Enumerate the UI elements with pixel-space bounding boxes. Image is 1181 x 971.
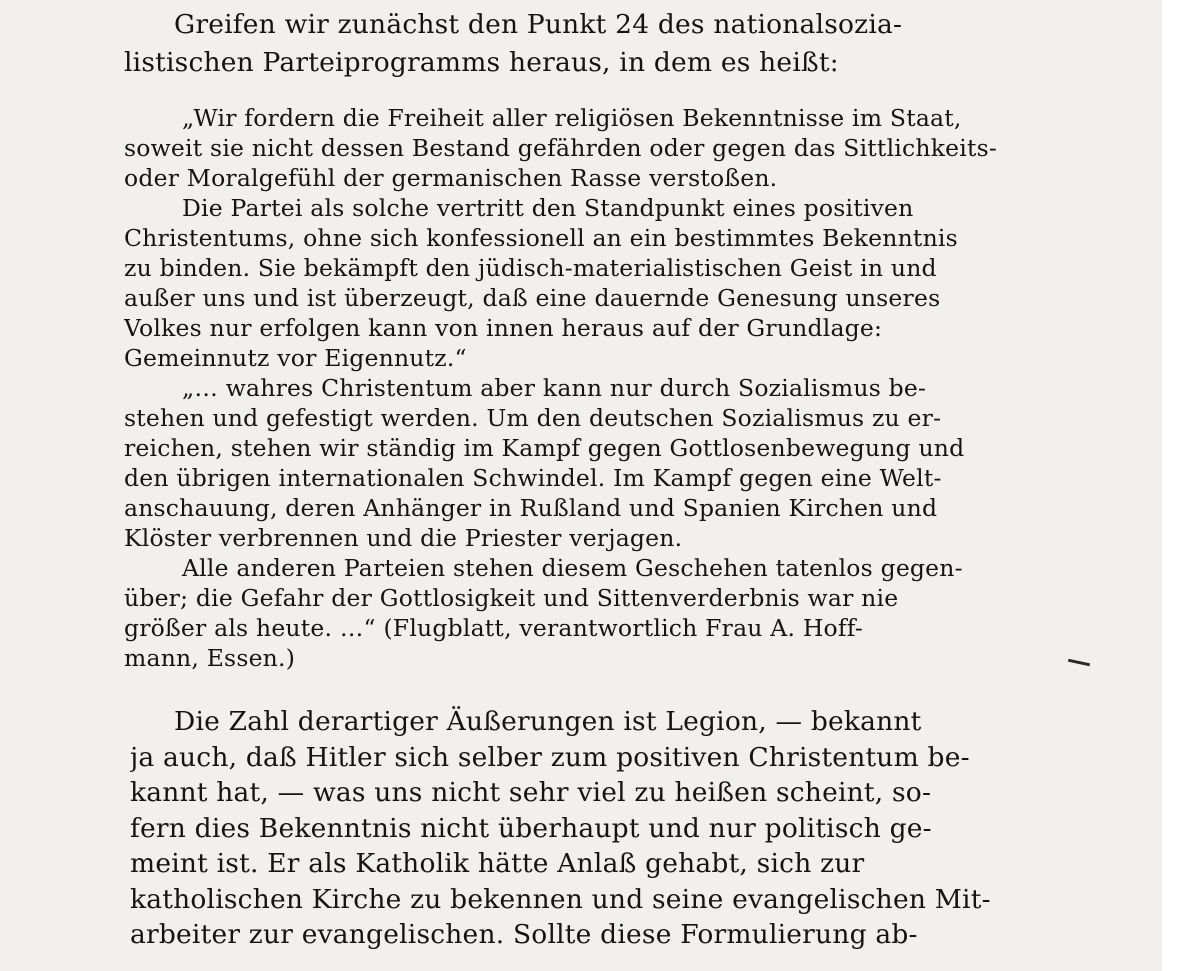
text-line: anschauung, deren Anhänger in Rußland und Spanien Kirchen und <box>124 494 938 522</box>
text-line: Alle anderen Parteien stehen diesem Geschehen tatenlos gegen- <box>182 554 963 582</box>
text-line: außer uns und ist überzeugt, daß eine dauernde Genesung unseres <box>124 284 941 312</box>
text-line: Christentums, ohne sich konfessionell an ein bestimmtes Bekenntnis <box>124 224 958 252</box>
text-line: stehen und gefestigt werden. Um den deutschen Sozialismus zu er- <box>124 404 942 432</box>
text-line: katholischen Kirche zu bekennen und seine evangelischen Mit- <box>130 883 991 915</box>
text-line: Die Partei als solche vertritt den Standpunkt eines positiven <box>182 194 914 222</box>
text-line: reichen, stehen wir ständig im Kampf gegen Gottlosenbewegung und <box>124 434 965 462</box>
text-line: Die Zahl derartiger Äußerungen ist Legion, — bekannt <box>174 706 922 737</box>
text-line: oder Moralgefühl der germanischen Rasse verstoßen. <box>124 164 778 192</box>
text-line: Volkes nur erfolgen kann von innen heraus auf der Grundlage: <box>124 314 883 342</box>
intro-paragraph <box>124 6 1099 82</box>
page-edge <box>1162 0 1181 971</box>
text-line: Greifen wir zunächst den Punkt 24 des nationalsozia- <box>174 9 903 40</box>
text-line: ja auch, daß Hitler sich selber zum positiven Christentum be- <box>130 741 970 773</box>
text-line: listischen Parteiprogramms heraus, in dem es heißt: <box>124 47 839 78</box>
text-line: über; die Gefahr der Gottlosigkeit und Sittenverderbnis war nie <box>124 584 899 612</box>
body-paragraph <box>130 704 1105 953</box>
text-line: Gemeinnutz vor Eigennutz.“ <box>124 344 467 372</box>
text-line: größer als heute. …“ (Flugblatt, verantwortlich Frau A. Hoff- <box>124 614 863 642</box>
text-line: fern dies Bekenntnis nicht überhaupt und nur politisch ge- <box>130 812 932 844</box>
text-line: den übrigen internationalen Schwindel. Im Kampf gegen eine Welt- <box>124 464 942 492</box>
text-line: zu binden. Sie bekämpft den jüdisch-materialistischen Geist in und <box>124 254 937 282</box>
text-line: arbeiter zur evangelischen. Sollte diese Formulierung ab- <box>130 919 918 950</box>
quoted-program-text <box>124 103 1104 673</box>
text-line: meint ist. Er als Katholik hätte Anlaß gehabt, sich zur <box>130 848 865 879</box>
text-line: mann, Essen.) <box>124 644 296 672</box>
text-line: „Wir fordern die Freiheit aller religiösen Bekenntnisse im Staat, <box>182 104 962 132</box>
text-line: „… wahres Christentum aber kann nur durch Sozialismus be- <box>182 374 927 402</box>
text-line: kannt hat, — was uns nicht sehr viel zu heißen scheint, so- <box>130 777 932 808</box>
text-line: Klöster verbrennen und die Priester verjagen. <box>124 524 683 552</box>
text-line: soweit sie nicht dessen Bestand gefährden oder gegen das Sittlichkeits- <box>124 134 998 162</box>
